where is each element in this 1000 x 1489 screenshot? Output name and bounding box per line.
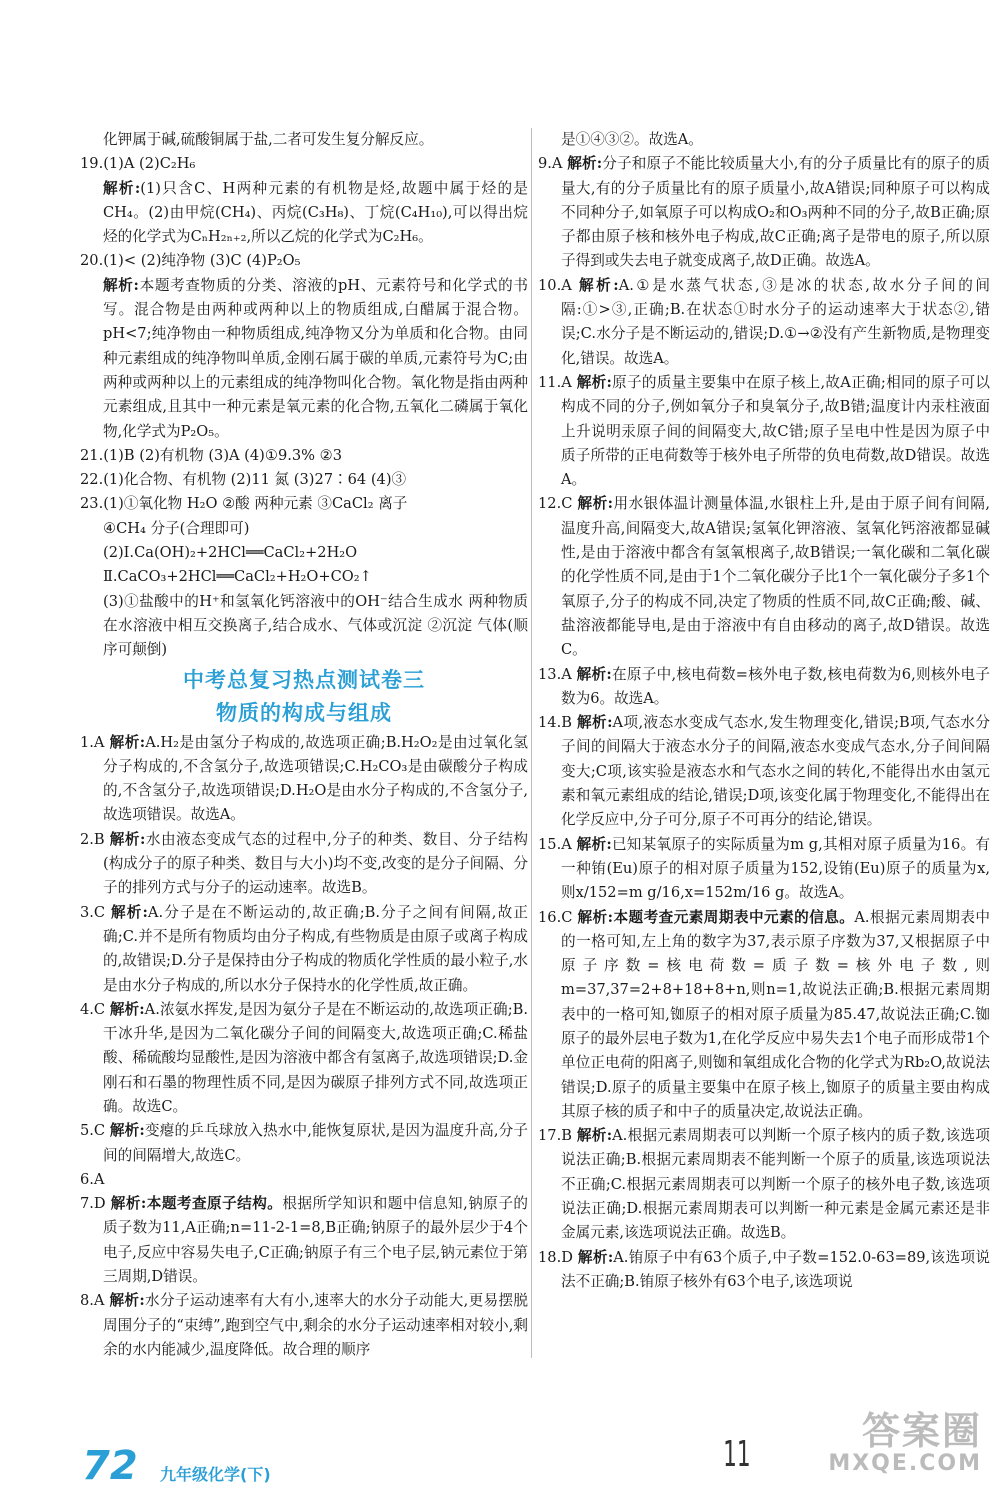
analysis-label: 解析:: [577, 1248, 614, 1266]
analysis-text: A.H₂是由氢分子构成的,故选项正确;B.H₂O₂是由过氧化氢分子构成的,不含氢分子,故选项错误;C.H₂CO₃是由碳酸分子构成的,不含氢分子,故选项错误;D.H₂O是由水分子构成的,不含氢分子,故选项错误。故选A。: [103, 733, 528, 824]
answer-item: [80, 565, 528, 589]
answer-text: (3)①盐酸中的H⁺和氢氧化钙溶液中的OH⁻结合生成水 两种物质在水溶液中相互交换离子,结合成水、气体或沉淀 ②沉淀 气体(顺序可颠倒): [103, 592, 528, 659]
answer-text: 23.(1)①氧化物 H₂O ②酸 两种元素 ③CaCl₂ 离子: [80, 495, 408, 513]
analysis-label: 解析:: [109, 1000, 145, 1018]
analysis-label: 解析:: [109, 733, 146, 751]
analysis-text: A.浓氨水挥发,是因为氨分子是在不断运动的,故选项正确;B.干冰升华,是因为二氧化碳分子间的间隔变大,故选项正确;C.稀盐酸、稀硫酸均显酸性,是因为溶液中都含有氢离子,故选项错误;D.金刚石和石墨的物理性质不同,是因为碳原子排列方式不同,故选项正确。故选C。: [103, 1000, 528, 1115]
answer-text: Ⅱ.CaCO₃+2HCl══CaCl₂+H₂O+CO₂↑: [103, 568, 372, 586]
analysis-text: 在原子中,核电荷数=核外电子数,核电荷数为6,则核外电子数为6。故选A。: [561, 665, 990, 707]
book-subtitle: 九年级化学(下): [160, 1465, 271, 1484]
answer-item: [80, 152, 528, 176]
analysis-text: 原子的质量主要集中在原子核上,故A正确;相同的原子可以构成不同的分子,例如氧分子和臭氧分子,故B错;温度计内汞柱液面上升说明汞原子间的间隔变大,故C错;原子呈电中性是因为原子中质子所带的正电荷数等于核外电子所带的负电荷数,故D错误。故选A。: [561, 373, 990, 489]
analysis-text: 变瘪的乒乓球放入热水中,能恢复原状,是因为温度升高,分子间的间隔增大,故选C。: [103, 1122, 529, 1164]
answer-key: 10.A: [538, 276, 579, 294]
answer-key: 13.A: [538, 665, 577, 683]
answer-key: 2.B: [80, 830, 110, 848]
answer-key: 12.C: [538, 495, 578, 513]
answer-text: 19.(1)A (2)C₂H₆: [80, 155, 196, 173]
watermark-logo: 答案圈: [861, 1409, 982, 1453]
answer-item: [80, 1289, 528, 1362]
left-column: [80, 128, 528, 1362]
answer-key: 15.A: [538, 835, 577, 853]
answer-item: [538, 906, 990, 1125]
analysis-label: 解析:: [577, 908, 613, 926]
page-number: 72: [82, 1443, 138, 1489]
answer-item: [80, 492, 528, 516]
answer-item: [80, 1119, 528, 1168]
analysis-label: 解析:: [567, 155, 603, 173]
analysis-label: 解析:: [109, 1292, 145, 1310]
answer-key: 7.D: [80, 1195, 111, 1213]
analysis-text: A.①是水蒸气状态,③是冰的状态,故水分子间的间隔:①>③,正确;B.在状态①时水分子的运动速率大于状态②,错误;C.水分子是不断运动的,错误;D.①→②没有产生新物质,是物理变化,错误。故选A。: [561, 276, 991, 367]
answer-key: 3.C: [80, 903, 111, 921]
analysis-text: 已知某氧原子的实际质量为m g,其相对原子质量为16。有一种铕(Eu)原子的相对原子质量为152,设铕(Eu)原子的质量为x,则x/152=m g/16,x=152m/16 g。故选A。: [561, 835, 991, 902]
analysis-label: 解析:: [576, 835, 612, 853]
answer-item: [538, 711, 990, 832]
analysis-label: 解析:: [576, 373, 612, 391]
analysis-text: 根据所学知识和题中信息知,钠原子的质子数为11,A正确;n=11-2-1=8,B正确;钠原子的最外层少于4个电子,反应中容易失电子,C正确;钠原子有三个电子层,钠元素位于第三周期,D错误。: [103, 1195, 529, 1286]
answer-item: [538, 492, 990, 662]
answer-item: [80, 468, 528, 492]
answer-key: 5.C: [80, 1122, 110, 1140]
answer-item: [538, 663, 990, 712]
answer-item: [80, 517, 528, 541]
watermark-url: MXQE.COM: [828, 1451, 982, 1476]
answer-item: [80, 541, 528, 565]
answer-key: 16.C: [538, 908, 578, 926]
analysis-label: 解析:: [103, 179, 141, 197]
watermark: [828, 1411, 982, 1476]
analysis-label: 解析:: [576, 665, 612, 683]
analysis-topic: 本题考查元素周期表中元素的信息。: [613, 908, 855, 926]
analysis-label: 解析:: [577, 495, 614, 513]
answer-text: 本题考查物质的分类、溶液的pH、元素符号和化学式的书写。混合物是由两种或两种以上的物质组成,白醋属于混合物。pH<7;纯净物由一种物质组成,纯净物又分为单质和化合物。由同种元素组成的纯净物叫单质,金刚石属于碳的单质,元素符号为C;由两种或两种以上的元素组成的纯净物叫化合物。氧化物是指由两种元素组成,且其中一种元素是氧元素的化合物,五氧化二磷属于氧化物,化学式为P₂O₅。: [103, 276, 528, 440]
answer-key: 11.A: [538, 373, 577, 391]
analysis-text: A.根据元素周期表可以判断一个原子核内的质子数,该选项说法正确;B.根据元素周期表不能判断一个原子的质量,该选项说法不正确;C.根据元素周期表可以判断一个原子的核外电子数,该选项说法正确;D.根据元素周期表可以判断一种元素是金属元素还是非金属元素,该选项说法正确。故选B。: [561, 1127, 990, 1242]
answer-item: [80, 1168, 528, 1192]
answer-key: 6.A: [80, 1170, 105, 1188]
handwritten-mark: 11: [723, 1434, 751, 1475]
answer-key: 1.A: [80, 733, 110, 751]
analysis-text: 水分子运动速率有大有小,速率大的水分子动能大,更易摆脱周围分子的“束缚”,跑到空气中,剩余的水分子运动速率相对较小,剩余的水内能减少,温度降低。故合理的顺序: [103, 1292, 529, 1358]
analysis-label: 解析:: [578, 276, 619, 294]
answer-item: [538, 152, 990, 273]
answer-item: [80, 177, 528, 250]
answer-item: [538, 1124, 990, 1245]
section-title: 中考总复习热点测试卷三: [183, 667, 425, 692]
answer-item: [538, 128, 990, 152]
analysis-label: 解析:: [109, 1122, 145, 1140]
analysis-label: 解析:: [110, 1195, 147, 1213]
answer-item: [80, 444, 528, 468]
analysis-label: 解析:: [103, 276, 139, 294]
analysis-label: 解析:: [576, 1127, 613, 1145]
answer-text: 是①④③②。故选A。: [561, 131, 703, 148]
analysis-text: 水由液态变成气态的过程中,分子的种类、数目、分子结构(构成分子的原子种类、数目与大小)均不变,改变的是分子间隔、分子的排列方式与分子的运动速率。故选B。: [103, 830, 528, 897]
analysis-label: 解析:: [110, 903, 148, 921]
answer-text: 21.(1)B (2)有机物 (3)A (4)①9.3% ②3: [80, 446, 343, 464]
analysis-text: A.铕原子中有63个质子,中子数=152.0-63=89,该选项说法不正确;B.铕原子核外有63个电子,该选项说: [561, 1248, 990, 1290]
answer-item: [538, 371, 990, 492]
section-title: 物质的构成与组成: [216, 700, 392, 725]
answer-item: [538, 1246, 990, 1295]
answer-key: 18.D: [538, 1248, 578, 1266]
analysis-text: A.根据元素周期表中的一格可知,左上角的数字为37,表示原子序数为37,又根据原子中原子序数=核电荷数=质子数=核外电子数,则m=37,37=2+8+18+8+n,则n=1,故说法正确;B.根据元素周期表中的一格可知,铷原子的相对原子质量为85.47,故说法正确;C.铷原子的最外层电子数为1,在化学反应中易失去1个电子而形成带1个单位正电荷的阳离子,则铷和氧组成化合物的化学式为Rb₂O,故说法错误;D.原子的质量主要集中在原子核上,铷原子的质量主要由构成其原子核的质子和中子的质量决定,故说法正确。: [561, 908, 991, 1120]
analysis-label: 解析:: [109, 830, 146, 848]
right-column: [538, 128, 990, 1294]
answer-key: 17.B: [538, 1127, 577, 1145]
answer-item: [80, 998, 528, 1119]
answer-key: 4.C: [80, 1000, 110, 1018]
analysis-topic: 本题考查原子结构。: [146, 1195, 283, 1213]
answer-text: 20.(1)< (2)纯净物 (3)C (4)P₂O₅: [80, 252, 301, 270]
answer-item: [538, 274, 990, 371]
analysis-text: A.分子是在不断运动的,故正确;B.分子之间有间隔,故正确;C.并不是所有物质均由分子构成,有些物质是由原子或离子构成的,故错误;D.分子是保持由分子构成的物质化学性质的最小粒子,水是由水分子构成的,所以水分子保持水的化学性质,故正确。: [103, 903, 528, 994]
analysis-text: 分子和原子不能比较质量大小,有的分子质量比有的原子的质量大,有的分子质量比有的原子质量小,故A错误;同种原子可以构成不同种分子,如氧原子可以构成O₂和O₃两种不同的分子,故B正确;原子都由原子核和核外电子构成,故C正确;离子是带电的原子,所以原子得到或失去电子就变成离子,故D正确。故选A。: [561, 155, 990, 270]
analysis-text: A项,液态水变成气态水,发生物理变化,错误;B项,气态水分子间的间隔大于液态水分子的间隔,液态水变成气态水,分子间间隔变大;C项,该实验是液态水和气态水之间的转化,不能得出水由氢元素和氧元素组成的结论,错误;D项,该变化属于物理变化,不能得出在化学反应中,分子可分,原子不可再分的结论,错误。: [561, 714, 990, 829]
answer-text: 22.(1)化合物、有机物 (2)11 氮 (3)27∶64 (4)③: [80, 471, 407, 489]
answer-item: [80, 274, 528, 444]
analysis-label: 解析:: [577, 714, 613, 732]
answer-item: [538, 833, 990, 906]
answer-text: ④CH₄ 分子(合理即可): [103, 519, 250, 537]
answer-item: [80, 901, 528, 998]
answer-text: 化钾属于碱,硫酸铜属于盐,二者可发生复分解反应。: [103, 131, 434, 148]
answer-item: [80, 128, 528, 152]
answer-key: 9.A: [538, 155, 568, 173]
answer-text: (2)Ⅰ.Ca(OH)₂+2HCl══CaCl₂+2H₂O: [103, 544, 358, 562]
answer-item: [80, 731, 528, 828]
answer-item: [80, 590, 528, 663]
column-divider: [531, 128, 532, 1358]
answer-text: (1)只含C、H两种元素的有机物是烃,故题中属于烃的是CH₄。(2)由甲烷(CH₄)、丙烷(C₃H₈)、丁烷(C₄H₁₀),可以得出烷烃的化学式为CₙH₂ₙ₊₂,所以乙烷的化学式为C₂H₆。: [103, 179, 528, 246]
analysis-text: 用水银体温计测量体温,水银柱上升,是由于原子间有间隔,温度升高,间隔变大,故A错误;氢氧化钾溶液、氢氧化钙溶液都显碱性,是由于溶液中都含有氢氧根离子,故B错误;一氧化碳和二氧化碳的化学性质不同,是由于1个二氧化碳分子比1个一氧化碳分子多1个氧原子,分子的构成不同,决定了物质的性质不同,故C正确;酸、碱、盐溶液都能导电,是由于溶液中有自由移动的离子,故D错误。故选C。: [561, 495, 991, 659]
answer-key: 14.B: [538, 714, 578, 732]
answer-key: 8.A: [80, 1292, 110, 1310]
answer-item: [80, 828, 528, 901]
answer-item: [80, 249, 528, 273]
answer-item: [80, 1192, 528, 1289]
